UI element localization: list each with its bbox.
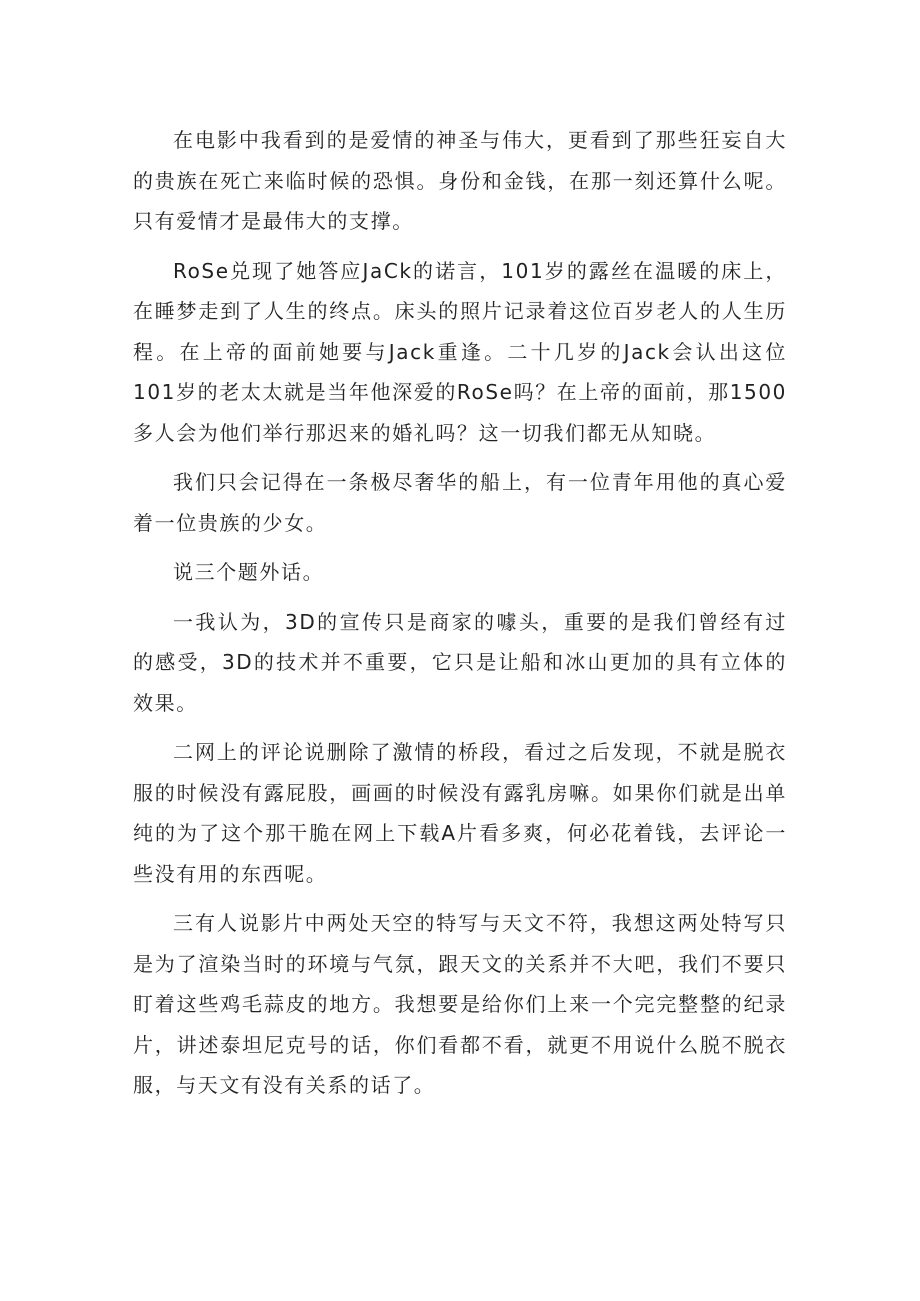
paragraph-1: 在电影中我看到的是爱情的神圣与伟大，更看到了那些狂妄自大的贵族在死亡来临时候的恐惧。身份和金钱，在那一刻还算什么呢。只有爱情才是最伟大的支撑。: [133, 128, 787, 233]
paragraph-7: 三有人说影片中两处天空的特写与天文不符，我想这两处特写只是为了渲染当时的环境与气氛，跟天文的关系并不大吧，我们不要只盯着这些鸡毛蒜皮的地方。我想要是给你们上来一个完完整整的纪录片，讲述泰坦尼克号的话，你们看都不看，就更不用说什么脱不脱衣服，与天文有没有关系的话了。: [133, 911, 787, 1097]
paragraph-6: 二网上的评论说删除了激情的桥段，看过之后发现，不就是脱衣服的时候没有露屁股，画画的时候没有露乳房嘛。如果你们就是出单纯的为了这个那干脆在网上下载A片看多爽，何必花着钱，去评论一些没有用的东西呢。: [133, 740, 787, 886]
paragraph-4: 说三个题外话。: [173, 560, 325, 584]
paragraph-5: 一我认为，3D的宣传只是商家的噱头，重要的是我们曾经有过的感受，3D的技术并不重要，它只是让船和冰山更加的具有立体的效果。: [133, 609, 787, 715]
document-body: [133, 120, 787, 1115]
paragraph-3: 我们只会记得在一条极尽奢华的船上，有一位青年用他的真心爱着一位贵族的少女。: [133, 470, 787, 535]
paragraph-2: RoSe兑现了她答应JaCk的诺言，101岁的露丝在温暖的床上，在睡梦走到了人生的终点。床头的照片记录着这位百岁老人的人生历程。在上帝的面前她要与Jack重逢。二十几岁的Jack会认出这位101岁的老太太就是当年他深爱的RoSe吗？在上帝的面前，那1500多人会为他们举行那迟来的婚礼吗？这一切我们都无从知晓。: [133, 258, 787, 445]
